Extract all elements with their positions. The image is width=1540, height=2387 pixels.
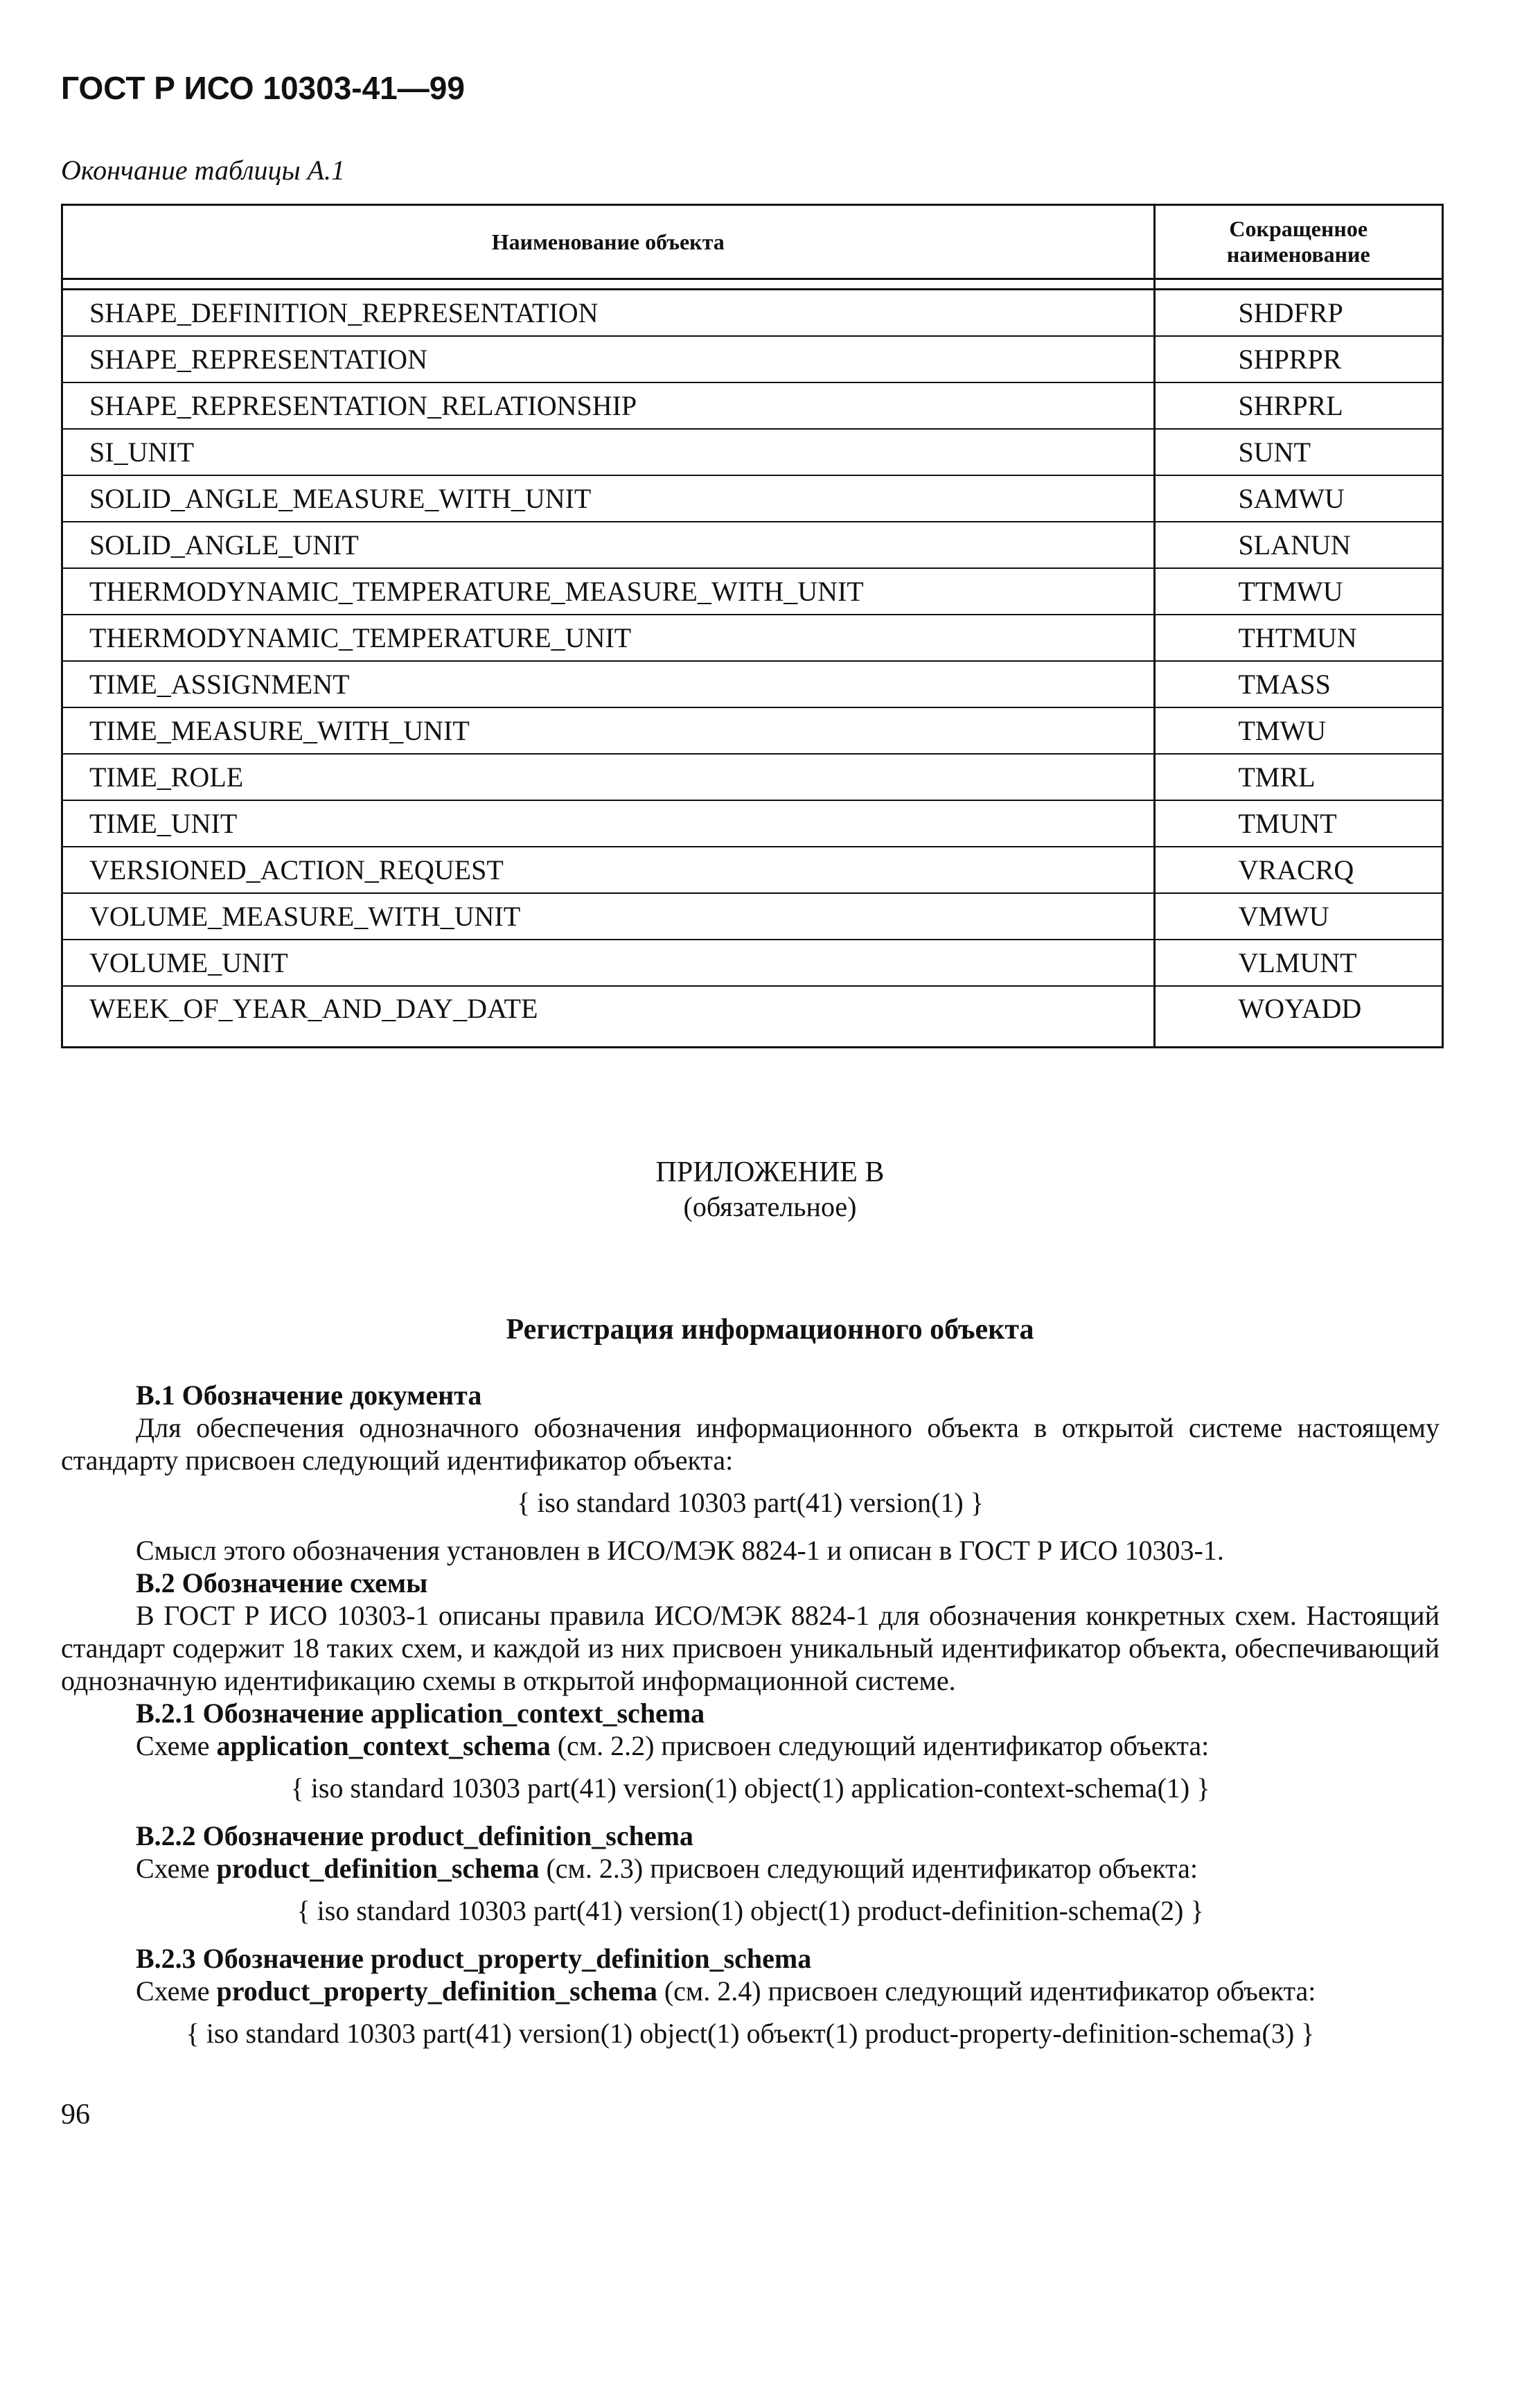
appendix-title: ПРИЛОЖЕНИЕ В	[655, 1156, 885, 1188]
short-name-cell: TMWU	[1154, 707, 1442, 754]
table-row	[63, 754, 1442, 800]
paragraph-b21: Схеме application_context_schema (см. 2.2) присвоен следующий идентификатор объекта:	[136, 1730, 1210, 1761]
object-name-cell: TIME_MEASURE_WITH_UNIT	[63, 707, 1154, 754]
table-row	[63, 661, 1442, 707]
paragraph-b2: В ГОСТ Р ИСО 10303-1 описаны правила ИСО/МЭК 8824-1 для обозначения конкретных схем. Настоящий стандарт содержит 18 таких схем, и каждой из них присвоен уникальный идентификатор объекта, обеспечивающий однозначную идентификацию схемы в открытой информационной системе.	[61, 1600, 1440, 1696]
table-row	[63, 290, 1442, 337]
identifier-b21: { iso standard 10303 part(41) version(1) object(1) application-context-schema(1) }	[290, 1772, 1210, 1804]
object-name-cell: SOLID_ANGLE_UNIT	[63, 522, 1154, 568]
header-object-name: Наименование объекта	[491, 229, 725, 254]
object-name-cell: THERMODYNAMIC_TEMPERATURE_MEASURE_WITH_UNIT	[63, 568, 1154, 615]
objects-table	[61, 204, 1444, 1048]
heading-b21: В.2.1 Обозначение application_context_schema	[136, 1698, 705, 1729]
object-name-cell: VOLUME_MEASURE_WITH_UNIT	[63, 893, 1154, 940]
schema-name: product_property_definition_schema	[216, 1975, 657, 2007]
heading-b23: В.2.3 Обозначение product_property_definition_schema	[136, 1943, 812, 1974]
table-row	[63, 800, 1442, 847]
object-name-cell: VERSIONED_ACTION_REQUEST	[63, 847, 1154, 893]
heading-b22: В.2.2 Обозначение product_definition_schema	[136, 1820, 693, 1851]
object-name-cell: VOLUME_UNIT	[63, 940, 1154, 986]
table-row	[63, 475, 1442, 522]
short-name-cell: VLMUNT	[1154, 940, 1442, 986]
page-number: 96	[61, 2099, 90, 2131]
table-row	[63, 940, 1442, 986]
short-name-cell: VMWU	[1154, 893, 1442, 940]
table-row	[63, 847, 1442, 893]
table-row	[63, 382, 1442, 429]
table-row	[63, 568, 1442, 615]
object-name-cell: TIME_ASSIGNMENT	[63, 661, 1154, 707]
table-caption: Окончание таблицы А.1	[61, 155, 346, 186]
short-name-cell: SLANUN	[1154, 522, 1442, 568]
table-row	[63, 707, 1442, 754]
object-name-cell: TIME_UNIT	[63, 800, 1154, 847]
short-name-cell: TMRL	[1154, 754, 1442, 800]
short-name-cell: SHPRPR	[1154, 336, 1442, 382]
object-name-cell: SHAPE_REPRESENTATION_RELATIONSHIP	[63, 382, 1154, 429]
paragraph-b22: Схеме product_definition_schema (см. 2.3) присвоен следующий идентификатор объекта:	[136, 1853, 1198, 1884]
schema-name: product_definition_schema	[216, 1853, 540, 1884]
table-row	[63, 986, 1442, 1046]
object-name-cell: SHAPE_REPRESENTATION	[63, 336, 1154, 382]
short-name-cell: VRACRQ	[1154, 847, 1442, 893]
paragraph-b1: Для обеспечения однозначного обозначения информационного объекта в открытой системе настоящему стандарту присвоен следующий идентификатор объекта:	[61, 1412, 1440, 1476]
short-name-cell: TTMWU	[1154, 568, 1442, 615]
identifier-b1: { iso standard 10303 part(41) version(1) }	[517, 1487, 984, 1518]
object-name-cell: TIME_ROLE	[63, 754, 1154, 800]
object-name-cell: THERMODYNAMIC_TEMPERATURE_UNIT	[63, 615, 1154, 661]
short-name-cell: SUNT	[1154, 429, 1442, 475]
identifier-b22: { iso standard 10303 part(41) version(1) object(1) product-definition-schema(2) }	[297, 1895, 1204, 1926]
header-short-name: Сокращенное наименование	[1154, 206, 1442, 279]
table-row	[63, 893, 1442, 940]
table-header-row	[63, 206, 1442, 279]
heading-b1: В.1 Обозначение документа	[136, 1380, 482, 1411]
short-name-cell: SAMWU	[1154, 475, 1442, 522]
table-row	[63, 522, 1442, 568]
object-name-cell: SHAPE_DEFINITION_REPRESENTATION	[89, 297, 599, 328]
object-name-cell: WEEK_OF_YEAR_AND_DAY_DATE	[63, 986, 1154, 1046]
section-title: Регистрация информационного объекта	[506, 1314, 1034, 1346]
short-name-cell: TMASS	[1154, 661, 1442, 707]
table-row	[63, 615, 1442, 661]
short-name-cell: SHRPRL	[1154, 382, 1442, 429]
heading-b2: В.2 Обозначение схемы	[136, 1567, 428, 1598]
paragraph-b23: Схеме product_property_definition_schema (см. 2.4) присвоен следующий идентификатор объекта:	[136, 1975, 1316, 2007]
note-b1: Смысл этого обозначения установлен в ИСО/МЭК 8824-1 и описан в ГОСТ Р ИСО 10303-1.	[136, 1535, 1224, 1566]
object-name-cell: SI_UNIT	[63, 429, 1154, 475]
identifier-b23: { iso standard 10303 part(41) version(1) object(1) объект(1) product-property-definition-schema(3) }	[186, 2018, 1315, 2049]
appendix-subtitle: (обязательное)	[683, 1191, 857, 1222]
body-text	[61, 1379, 1440, 2065]
schema-name: application_context_schema	[216, 1730, 551, 1761]
short-name-cell: SHDFRP	[1154, 290, 1442, 337]
table-row	[63, 429, 1442, 475]
short-name-cell: TMUNT	[1154, 800, 1442, 847]
table-row	[63, 336, 1442, 382]
short-name-cell: WOYADD	[1154, 986, 1442, 1046]
short-name-cell: THTMUN	[1154, 615, 1442, 661]
document-code: ГОСТ Р ИСО 10303-41—99	[61, 70, 465, 106]
object-name-cell: SOLID_ANGLE_MEASURE_WITH_UNIT	[63, 475, 1154, 522]
